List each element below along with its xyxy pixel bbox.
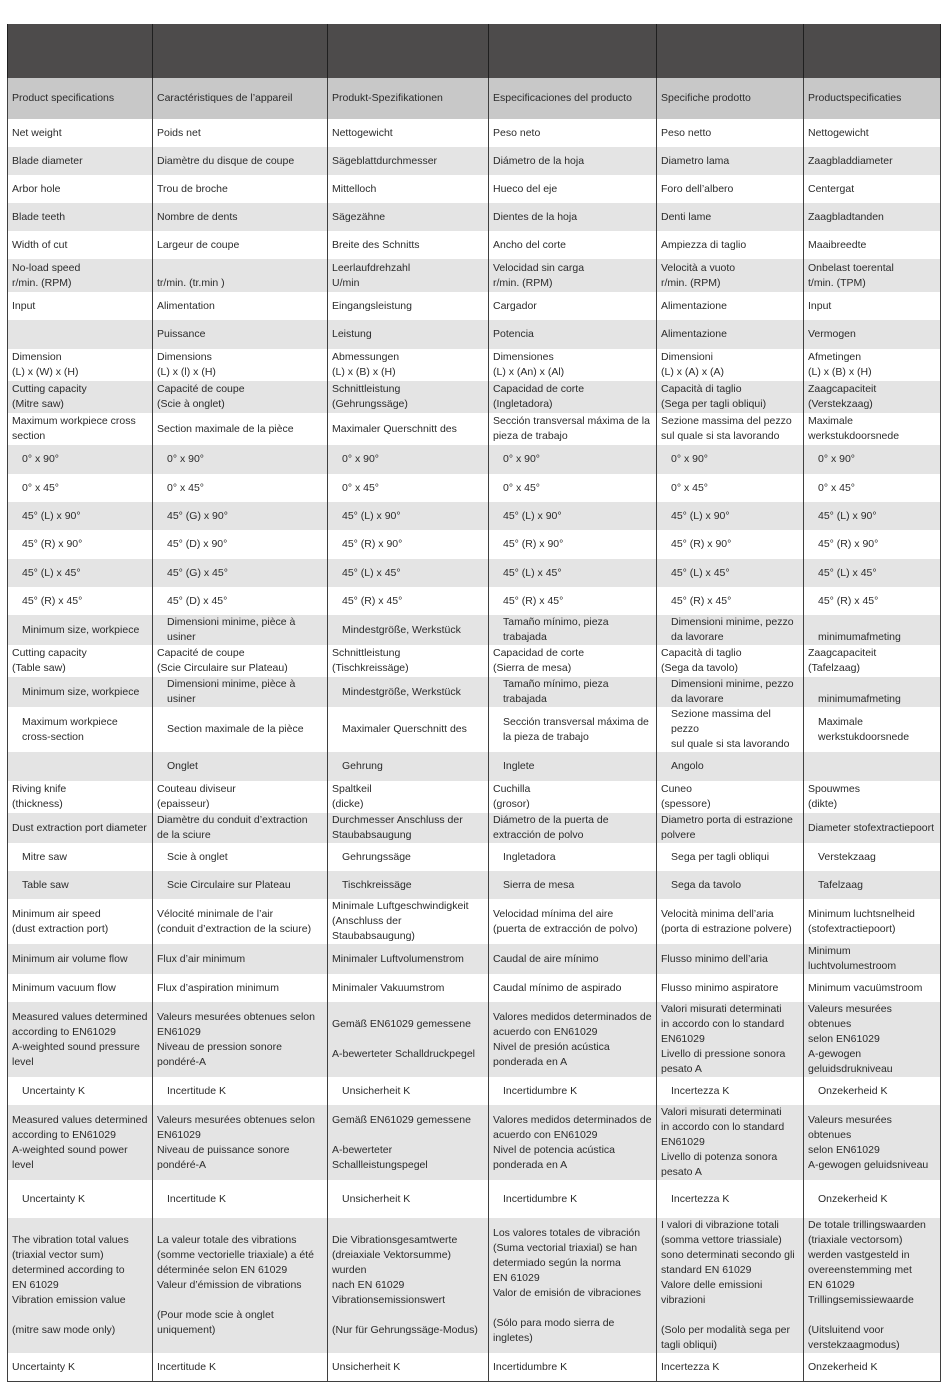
spec-cell: Input bbox=[8, 292, 153, 320]
language-header-cell bbox=[153, 24, 328, 78]
spec-cell: Minimum size, workpiece bbox=[8, 677, 153, 707]
spec-cell: Nombre de dents bbox=[153, 203, 328, 231]
spec-cell: Valeurs mesurées obtenues selon EN61029 Niveau de puissance sonore pondéré-A bbox=[153, 1105, 328, 1180]
spec-cell: Cuneo (spessore) bbox=[657, 781, 804, 813]
spec-cell: Nettogewicht bbox=[328, 119, 489, 147]
spec-cell: Angolo bbox=[657, 752, 804, 781]
spec-cell: 45° (G) x 90° bbox=[153, 502, 328, 530]
spec-cell: Afmetingen (L) x (B) x (H) bbox=[804, 349, 941, 381]
spec-cell: Dimensioni (L) x (A) x (A) bbox=[657, 349, 804, 381]
spec-cell: Vermogen bbox=[804, 320, 941, 349]
spec-cell: Incertidumbre K bbox=[489, 1077, 657, 1105]
spec-cell: Unsicherheit K bbox=[328, 1180, 489, 1218]
spec-cell: Maximaler Querschnitt des bbox=[328, 707, 489, 752]
spec-cell: Trou de broche bbox=[153, 175, 328, 203]
spec-cell: Width of cut bbox=[8, 231, 153, 259]
spec-cell: 45° (L) x 90° bbox=[804, 502, 941, 530]
spec-cell: Maximum workpiece cross-section bbox=[8, 707, 153, 752]
spec-cell: Verstekzaag bbox=[804, 843, 941, 871]
spec-cell: Zaagcapaciteit (Verstekzaag) bbox=[804, 381, 941, 413]
spec-cell: Blade teeth bbox=[8, 203, 153, 231]
spec-cell: Incertezza K bbox=[657, 1077, 804, 1105]
spec-cell: 45° (R) x 45° bbox=[489, 587, 657, 615]
spec-cell: Capacità di taglio (Sega per tagli obliqui) bbox=[657, 381, 804, 413]
spec-cell: Maximum workpiece cross section bbox=[8, 413, 153, 445]
section-header-row bbox=[8, 78, 941, 119]
spec-cell: Poids net bbox=[153, 119, 328, 147]
spec-cell: Measured values determined according to EN61029 A-weighted sound pressure level bbox=[8, 1002, 153, 1077]
spec-cell: Die Vibrationsgesamtwerte (dreiaxiale Vektorsumme) wurden nach EN 61029 Vibrationsemissionswert (Nur für Gehrungssäge-Modus) bbox=[328, 1218, 489, 1353]
spec-cell: Sägeblattdurchmesser bbox=[328, 147, 489, 175]
spec-cell: Uncertainty K bbox=[8, 1077, 153, 1105]
spec-cell: Onzekerheid K bbox=[804, 1077, 941, 1105]
spec-row bbox=[8, 1353, 941, 1382]
spec-cell: Couteau diviseur (epaisseur) bbox=[153, 781, 328, 813]
spec-cell: Valeurs mesurées obtenues selon EN61029 Niveau de pression sonore pondéré-A bbox=[153, 1002, 328, 1077]
spec-cell: Valores medidos determinados de acuerdo con EN61029 Nivel de potencia acústica ponderada en A bbox=[489, 1105, 657, 1180]
spec-cell: Dimensions (L) x (l) x (H) bbox=[153, 349, 328, 381]
spec-cell: Uncertainty K bbox=[8, 1180, 153, 1218]
spec-cell: Caudal de aire mínimo bbox=[489, 944, 657, 974]
spec-cell: De totale trillingswaarden (triaxiale vectorsom) werden vastgesteld in overeenstemming met EN 61029 Trillingsemissiewaarde (Uitsluitend voor verstekzaagmodus) bbox=[804, 1218, 941, 1353]
spec-cell: Dimensioni minime, pièce à usiner bbox=[153, 615, 328, 645]
spec-cell: Breite des Schnitts bbox=[328, 231, 489, 259]
spec-cell: Largeur de coupe bbox=[153, 231, 328, 259]
spec-cell: Inglete bbox=[489, 752, 657, 781]
spec-cell: Minimum air speed (dust extraction port) bbox=[8, 899, 153, 944]
spec-cell: Minimum luchtvolumestroom bbox=[804, 944, 941, 974]
spec-cell: Scie Circulaire sur Plateau bbox=[153, 871, 328, 899]
spec-cell: Section maximale de la pièce bbox=[153, 707, 328, 752]
specifications-table bbox=[7, 24, 941, 1382]
spec-row bbox=[8, 1180, 941, 1218]
spec-cell: 45° (D) x 90° bbox=[153, 530, 328, 559]
spec-cell: Minimum air volume flow bbox=[8, 944, 153, 974]
spec-row bbox=[8, 1105, 941, 1180]
spec-cell: 45° (R) x 45° bbox=[8, 587, 153, 615]
spec-cell: Ingletadora bbox=[489, 843, 657, 871]
spec-cell: 0° x 45° bbox=[8, 474, 153, 502]
spec-cell bbox=[804, 752, 941, 781]
spec-cell: Diamètre du disque de coupe bbox=[153, 147, 328, 175]
spec-cell: Alimentazione bbox=[657, 320, 804, 349]
spec-cell: Incertidumbre K bbox=[489, 1180, 657, 1218]
spec-cell: Minimum size, workpiece bbox=[8, 615, 153, 645]
spec-row bbox=[8, 974, 941, 1002]
spec-cell: Alimentation bbox=[153, 292, 328, 320]
spec-cell: Sezione massima del pezzo sul quale si sta lavorando bbox=[657, 413, 804, 445]
spec-cell: Spouwmes (dikte) bbox=[804, 781, 941, 813]
language-header-cell bbox=[804, 24, 941, 78]
spec-row bbox=[8, 1002, 941, 1077]
spec-cell: Maximaler Querschnitt des bbox=[328, 413, 489, 445]
spec-cell: 45° (L) x 90° bbox=[657, 502, 804, 530]
spec-cell: Sección transversal máxima de la pieza de trabajo bbox=[489, 413, 657, 445]
spec-cell: Centergat bbox=[804, 175, 941, 203]
spec-cell: Tischkreissäge bbox=[328, 871, 489, 899]
spec-cell: Alimentazione bbox=[657, 292, 804, 320]
spec-cell: Los valores totales de vibración (Suma vectorial triaxial) se han determiado según la norma EN 61029 Valor de emisión de vibraciones (Sólo para modo sierra de ingletes) bbox=[489, 1218, 657, 1353]
spec-cell: 0° x 45° bbox=[328, 474, 489, 502]
spec-cell: Dust extraction port diameter bbox=[8, 813, 153, 843]
spec-cell: 45° (L) x 45° bbox=[328, 559, 489, 587]
spec-cell: 0° x 45° bbox=[153, 474, 328, 502]
spec-row bbox=[8, 871, 941, 899]
spec-cell: Dimensioni minime, pièce à usiner bbox=[153, 677, 328, 707]
spec-row bbox=[8, 587, 941, 615]
spec-cell: Flusso minimo dell’aria bbox=[657, 944, 804, 974]
spec-cell: Tamaño mínimo, pieza trabajada bbox=[489, 615, 657, 645]
spec-cell: Sega da tavolo bbox=[657, 871, 804, 899]
spec-cell: 0° x 45° bbox=[657, 474, 804, 502]
spec-cell: Sierra de mesa bbox=[489, 871, 657, 899]
spec-cell: The vibration total values (triaxial vector sum) determined according to EN 61029 Vibration emission value (mitre saw mode only) bbox=[8, 1218, 153, 1353]
spec-cell: Gemäß EN61029 gemessene A-bewerteter Schallleistungspegel bbox=[328, 1105, 489, 1180]
spec-row bbox=[8, 474, 941, 502]
spec-cell: minimumafmeting bbox=[804, 615, 941, 645]
section-header-cell: Productspecificaties bbox=[804, 78, 941, 119]
spec-cell: Valeurs mesurées obtenues selon EN61029 A-gewogen geluidsdrukniveau bbox=[804, 1002, 941, 1077]
spec-cell: Incertidumbre K bbox=[489, 1353, 657, 1382]
spec-cell: Spaltkeil (dicke) bbox=[328, 781, 489, 813]
spec-cell: Capacidad de corte (Ingletadora) bbox=[489, 381, 657, 413]
spec-cell: Mindestgröße, Werkstück bbox=[328, 615, 489, 645]
spec-cell: Diámetro de la hoja bbox=[489, 147, 657, 175]
spec-cell: Dimensiones (L) x (An) x (Al) bbox=[489, 349, 657, 381]
spec-cell: Hueco del eje bbox=[489, 175, 657, 203]
spec-cell: Diametro porta di estrazione polvere bbox=[657, 813, 804, 843]
spec-cell: Velocità minima dell’aria (porta di estrazione polvere) bbox=[657, 899, 804, 944]
spec-cell: Measured values determined according to EN61029 A-weighted sound power level bbox=[8, 1105, 153, 1180]
spec-cell: minimumafmeting bbox=[804, 677, 941, 707]
spec-cell: Ancho del corte bbox=[489, 231, 657, 259]
spec-cell: Gehrungssäge bbox=[328, 843, 489, 871]
spec-row bbox=[8, 752, 941, 781]
spec-cell: Capacité de coupe (Scie Circulaire sur Plateau) bbox=[153, 645, 328, 677]
spec-row bbox=[8, 530, 941, 559]
spec-cell: Cutting capacity (Mitre saw) bbox=[8, 381, 153, 413]
spec-cell: Maximale werkstukdoorsnede bbox=[804, 413, 941, 445]
spec-cell: 45° (L) x 90° bbox=[489, 502, 657, 530]
spec-cell: Input bbox=[804, 292, 941, 320]
language-header-cell bbox=[328, 24, 489, 78]
spec-cell: 45° (L) x 45° bbox=[489, 559, 657, 587]
spec-cell: tr/min. (tr.min ) bbox=[153, 259, 328, 292]
spec-cell: 45° (R) x 90° bbox=[657, 530, 804, 559]
spec-cell: Denti lame bbox=[657, 203, 804, 231]
spec-cell: Dientes de la hoja bbox=[489, 203, 657, 231]
spec-cell: Gemäß EN61029 gemessene A-bewerteter Schalldruckpegel bbox=[328, 1002, 489, 1077]
spec-cell: Flux d’aspiration minimum bbox=[153, 974, 328, 1002]
spec-cell: Flusso minimo aspiratore bbox=[657, 974, 804, 1002]
spec-cell: Dimensioni minime, pezzo da lavorare bbox=[657, 615, 804, 645]
spec-cell: Dimension (L) x (W) x (H) bbox=[8, 349, 153, 381]
spec-cell: Minimum luchtsnelheid (stofextractiepoort) bbox=[804, 899, 941, 944]
spec-row bbox=[8, 645, 941, 677]
spec-cell: Mitre saw bbox=[8, 843, 153, 871]
spec-cell: Mittelloch bbox=[328, 175, 489, 203]
spec-cell: Capacidad de corte (Sierra de mesa) bbox=[489, 645, 657, 677]
section-header-cell: Produkt-Spezifikationen bbox=[328, 78, 489, 119]
spec-cell: Onzekerheid K bbox=[804, 1353, 941, 1382]
spec-cell: Table saw bbox=[8, 871, 153, 899]
spec-cell: Gehrung bbox=[328, 752, 489, 781]
spec-cell: Incertezza K bbox=[657, 1353, 804, 1382]
spec-cell: Peso netto bbox=[657, 119, 804, 147]
spec-cell: Incertitude K bbox=[153, 1077, 328, 1105]
spec-cell bbox=[8, 320, 153, 349]
spec-cell: 45° (L) x 45° bbox=[657, 559, 804, 587]
language-header-row bbox=[8, 24, 941, 78]
spec-row bbox=[8, 231, 941, 259]
spec-cell: Diameter stofextractiepoort bbox=[804, 813, 941, 843]
spec-cell: 45° (R) x 90° bbox=[328, 530, 489, 559]
spec-cell: Valores medidos determinados de acuerdo con EN61029 Nivel de presión acústica ponderada en A bbox=[489, 1002, 657, 1077]
spec-cell: Sega per tagli obliqui bbox=[657, 843, 804, 871]
spec-cell: Incertezza K bbox=[657, 1180, 804, 1218]
spec-row bbox=[8, 147, 941, 175]
spec-cell: Sección transversal máxima de la pieza de trabajo bbox=[489, 707, 657, 752]
language-header-cell bbox=[8, 24, 153, 78]
spec-cell: 0° x 90° bbox=[804, 445, 941, 474]
spec-cell: Minimaler Vakuumstrom bbox=[328, 974, 489, 1002]
spec-cell: Zaagbladdiameter bbox=[804, 147, 941, 175]
spec-cell: Blade diameter bbox=[8, 147, 153, 175]
spec-cell: 0° x 90° bbox=[657, 445, 804, 474]
spec-cell: Valeurs mesurées obtenues selon EN61029 A-gewogen geluidsniveau bbox=[804, 1105, 941, 1180]
spec-cell: Sezione massima del pezzo sul quale si sta lavorando bbox=[657, 707, 804, 752]
spec-cell: Eingangsleistung bbox=[328, 292, 489, 320]
spec-cell: Puissance bbox=[153, 320, 328, 349]
spec-cell: Onzekerheid K bbox=[804, 1180, 941, 1218]
spec-row bbox=[8, 677, 941, 707]
spec-cell: Cuchilla (grosor) bbox=[489, 781, 657, 813]
spec-cell: Minimaler Luftvolumenstrom bbox=[328, 944, 489, 974]
spec-cell: 45° (D) x 45° bbox=[153, 587, 328, 615]
spec-cell: La valeur totale des vibrations (somme vectorielle triaxiale) a été déterminée selon EN 61029 Valeur d’émission de vibrations (Pour mode scie à onglet uniquement) bbox=[153, 1218, 328, 1353]
spec-cell: Velocità a vuoto r/min. (RPM) bbox=[657, 259, 804, 292]
spec-cell: Flux d’air minimum bbox=[153, 944, 328, 974]
spec-cell: 0° x 90° bbox=[328, 445, 489, 474]
spec-cell: Minimum vacuum flow bbox=[8, 974, 153, 1002]
specifications-table-body bbox=[8, 24, 941, 1382]
spec-row bbox=[8, 413, 941, 445]
spec-cell: Abmessungen (L) x (B) x (H) bbox=[328, 349, 489, 381]
spec-cell: Diámetro de la puerta de extracción de polvo bbox=[489, 813, 657, 843]
spec-row bbox=[8, 119, 941, 147]
spec-cell: Caudal mínimo de aspirado bbox=[489, 974, 657, 1002]
spec-row bbox=[8, 381, 941, 413]
spec-cell: Velocidad mínima del aire (puerta de extracción de polvo) bbox=[489, 899, 657, 944]
spec-row bbox=[8, 944, 941, 974]
spec-cell: Riving knife (thickness) bbox=[8, 781, 153, 813]
spec-cell: Vélocité minimale de l’air (conduit d’extraction de la sciure) bbox=[153, 899, 328, 944]
section-header-cell: Especificaciones del producto bbox=[489, 78, 657, 119]
language-header-cell bbox=[489, 24, 657, 78]
spec-cell: 45° (R) x 90° bbox=[8, 530, 153, 559]
spec-cell: Durchmesser Anschluss der Staubabsaugung bbox=[328, 813, 489, 843]
spec-cell: Leerlaufdrehzahl U/min bbox=[328, 259, 489, 292]
spec-cell: Cutting capacity (Table saw) bbox=[8, 645, 153, 677]
spec-cell: 0° x 90° bbox=[8, 445, 153, 474]
spec-cell: No-load speed r/min. (RPM) bbox=[8, 259, 153, 292]
spec-cell: I valori di vibrazione totali (somma vettore triassiale) sono determinati secondo gli standard EN 61029 Valore delle emissioni vibrazioni (Solo per modalità sega per tagli obliqui) bbox=[657, 1218, 804, 1353]
spec-row bbox=[8, 259, 941, 292]
spec-row bbox=[8, 320, 941, 349]
spec-cell: Diametro lama bbox=[657, 147, 804, 175]
language-header-cell bbox=[657, 24, 804, 78]
spec-cell: Dimensioni minime, pezzo da lavorare bbox=[657, 677, 804, 707]
spec-row bbox=[8, 292, 941, 320]
spec-cell: Maaibreedte bbox=[804, 231, 941, 259]
spec-cell: Mindestgröße, Werkstück bbox=[328, 677, 489, 707]
spec-cell: Tafelzaag bbox=[804, 871, 941, 899]
spec-cell: Cargador bbox=[489, 292, 657, 320]
spec-cell: 45° (R) x 45° bbox=[804, 587, 941, 615]
spec-cell: Velocidad sin carga r/min. (RPM) bbox=[489, 259, 657, 292]
spec-cell: 45° (R) x 45° bbox=[657, 587, 804, 615]
spec-cell: 45° (R) x 45° bbox=[328, 587, 489, 615]
spec-cell: Onbelast toerental t/min. (TPM) bbox=[804, 259, 941, 292]
spec-row bbox=[8, 445, 941, 474]
spec-cell: Uncertainty K bbox=[8, 1353, 153, 1382]
spec-cell: Tamaño mínimo, pieza trabajada bbox=[489, 677, 657, 707]
spec-cell: 0° x 45° bbox=[804, 474, 941, 502]
section-header-cell: Caractéristiques de l’appareil bbox=[153, 78, 328, 119]
spec-row bbox=[8, 502, 941, 530]
spec-cell: Ampiezza di taglio bbox=[657, 231, 804, 259]
spec-cell: Peso neto bbox=[489, 119, 657, 147]
spec-cell: Diamètre du conduit d’extraction de la sciure bbox=[153, 813, 328, 843]
spec-cell: 45° (R) x 90° bbox=[489, 530, 657, 559]
spec-cell: 0° x 90° bbox=[153, 445, 328, 474]
spec-row bbox=[8, 559, 941, 587]
spec-cell: Net weight bbox=[8, 119, 153, 147]
spec-cell: Incertitude K bbox=[153, 1180, 328, 1218]
spec-cell: 45° (L) x 45° bbox=[804, 559, 941, 587]
spec-row bbox=[8, 813, 941, 843]
spec-cell: Capacité de coupe (Scie à onglet) bbox=[153, 381, 328, 413]
spec-row bbox=[8, 175, 941, 203]
spec-cell: Incertitude K bbox=[153, 1353, 328, 1382]
spec-cell: Minimale Luftgeschwindigkeit (Anschluss der Staubabsaugung) bbox=[328, 899, 489, 944]
spec-cell: Zaagbladtanden bbox=[804, 203, 941, 231]
spec-cell: 45° (R) x 90° bbox=[804, 530, 941, 559]
spec-cell: Unsicherheit K bbox=[328, 1077, 489, 1105]
spec-cell: Scie à onglet bbox=[153, 843, 328, 871]
spec-cell: Zaagcapaciteit (Tafelzaag) bbox=[804, 645, 941, 677]
spec-cell: Sägezähne bbox=[328, 203, 489, 231]
section-header-cell: Specifiche prodotto bbox=[657, 78, 804, 119]
spec-row bbox=[8, 203, 941, 231]
spec-cell: 45° (G) x 45° bbox=[153, 559, 328, 587]
spec-cell: 0° x 45° bbox=[489, 474, 657, 502]
spec-cell: 45° (L) x 45° bbox=[8, 559, 153, 587]
spec-cell: Capacità di taglio (Sega da tavolo) bbox=[657, 645, 804, 677]
spec-cell: Valori misurati determinati in accordo con lo standard EN61029 Livello di potenza sonora pesato A bbox=[657, 1105, 804, 1180]
spec-cell: Arbor hole bbox=[8, 175, 153, 203]
spec-cell: Minimum vacuümstroom bbox=[804, 974, 941, 1002]
spec-row bbox=[8, 899, 941, 944]
spec-row bbox=[8, 1218, 941, 1353]
spec-row bbox=[8, 615, 941, 645]
spec-cell: 45° (L) x 90° bbox=[328, 502, 489, 530]
section-header-cell: Product specifications bbox=[8, 78, 153, 119]
spec-cell: Maximale werkstukdoorsnede bbox=[804, 707, 941, 752]
spec-cell: 45° (L) x 90° bbox=[8, 502, 153, 530]
spec-row bbox=[8, 781, 941, 813]
spec-cell: Section maximale de la pièce bbox=[153, 413, 328, 445]
spec-cell: Schnittleistung (Tischkreissäge) bbox=[328, 645, 489, 677]
spec-cell: Unsicherheit K bbox=[328, 1353, 489, 1382]
spec-row bbox=[8, 843, 941, 871]
spec-cell: Schnittleistung (Gehrungssäge) bbox=[328, 381, 489, 413]
spec-cell bbox=[8, 752, 153, 781]
spec-cell: 0° x 90° bbox=[489, 445, 657, 474]
spec-row bbox=[8, 1077, 941, 1105]
spec-cell: Valori misurati determinati in accordo con lo standard EN61029 Livello di pressione sonora pesato A bbox=[657, 1002, 804, 1077]
spec-cell: Foro dell’albero bbox=[657, 175, 804, 203]
spec-cell: Potencia bbox=[489, 320, 657, 349]
spec-cell: Onglet bbox=[153, 752, 328, 781]
spec-cell: Nettogewicht bbox=[804, 119, 941, 147]
spec-row bbox=[8, 707, 941, 752]
spec-row bbox=[8, 349, 941, 381]
spec-cell: Leistung bbox=[328, 320, 489, 349]
